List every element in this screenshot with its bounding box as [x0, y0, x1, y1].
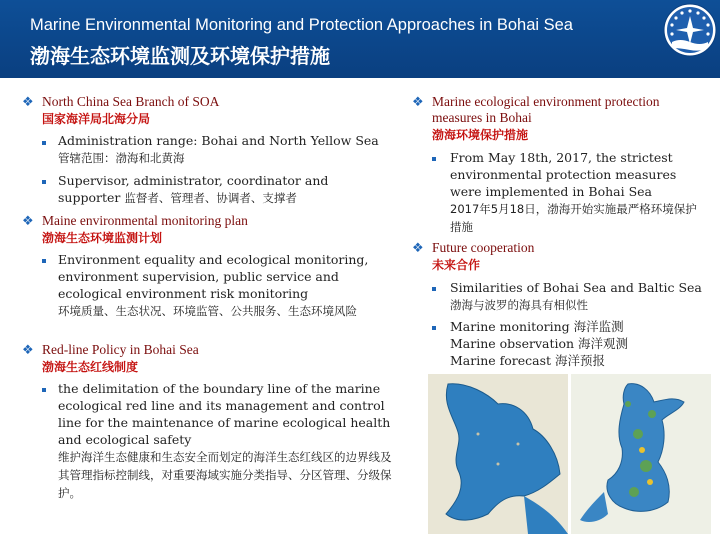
section-heading-zh: 渤海环境保护措施 [432, 128, 529, 142]
diamond-bullet-icon: ❖ [412, 241, 424, 256]
square-bullet-icon [432, 326, 436, 330]
list-item: Marine monitoring 海洋监测 Marine observation 海洋观测 Marine forecast 海洋预报 [450, 319, 629, 368]
diamond-bullet-icon: ❖ [22, 214, 34, 229]
compass-star-logo-icon [662, 2, 718, 58]
section-heading-zh: 未来合作 [432, 258, 481, 272]
square-bullet-icon [42, 141, 46, 145]
diamond-bullet-icon: ❖ [412, 95, 424, 110]
square-bullet-icon [432, 287, 436, 291]
square-bullet-icon [432, 157, 436, 161]
section-heading-en: Red-line Policy in Bohai Sea [42, 342, 199, 357]
section-heading-en: Future cooperation [432, 240, 535, 255]
list-item: From May 18th, 2017, the strictest environmental protection measures were implemented in Bohai Sea 2017年5月18日，渤海开始实施最严格环境保护措施 [450, 150, 697, 234]
square-bullet-icon [42, 180, 46, 184]
section-heading-en: North China Sea Branch of SOA [42, 94, 220, 109]
baltic-sea-map [571, 374, 711, 534]
list-item: Supervisor, administrator, coordinator and supporter 监督者、管理者、协调者、支撑者 [58, 173, 329, 205]
bohai-baltic-map-images-icon [428, 374, 711, 534]
section-heading-en: Maine environmental monitoring plan [42, 213, 248, 228]
list-item: Similarities of Bohai Sea and Baltic Sea 渤海与波罗的海具有相似性 [450, 280, 702, 312]
section-heading-en: Marine ecological environment protection measures in Bohai [432, 94, 660, 125]
list-item: the delimitation of the boundary line of the marine ecological red line and its management and control line for the maintenance of marine ecological health and ecological safety 维护海洋生态健康和生态安全而划定的海洋生态红线区的边界线及其管理指标控制线，对重要海域实施分类指导、分区管理、分级保护。 [58, 381, 392, 500]
section-heading-zh: 国家海洋局北海分局 [42, 112, 151, 126]
square-bullet-icon [42, 388, 46, 392]
title-bar [0, 0, 720, 78]
section-heading-zh: 渤海生态环境监测计划 [42, 231, 163, 245]
page-title-chinese: 渤海生态环境监测及环境保护措施 [30, 44, 330, 68]
section-heading-zh: 渤海生态红线制度 [42, 360, 139, 374]
bohai-sea-map [428, 374, 568, 534]
diamond-bullet-icon: ❖ [22, 95, 34, 110]
diamond-bullet-icon: ❖ [22, 343, 34, 358]
page-title-english: Marine Environmental Monitoring and Protection Approaches in Bohai Sea [30, 16, 573, 34]
list-item: Administration range: Bohai and North Yellow Sea 管辖范围：渤海和北黄海 [58, 133, 379, 165]
list-item: Environment equality and ecological monitoring, environment supervision, public service and ecological environment risk monitoring 环境质量、生态状况、环境监管、公共服务、生态环境风险 [58, 252, 369, 318]
square-bullet-icon [42, 259, 46, 263]
